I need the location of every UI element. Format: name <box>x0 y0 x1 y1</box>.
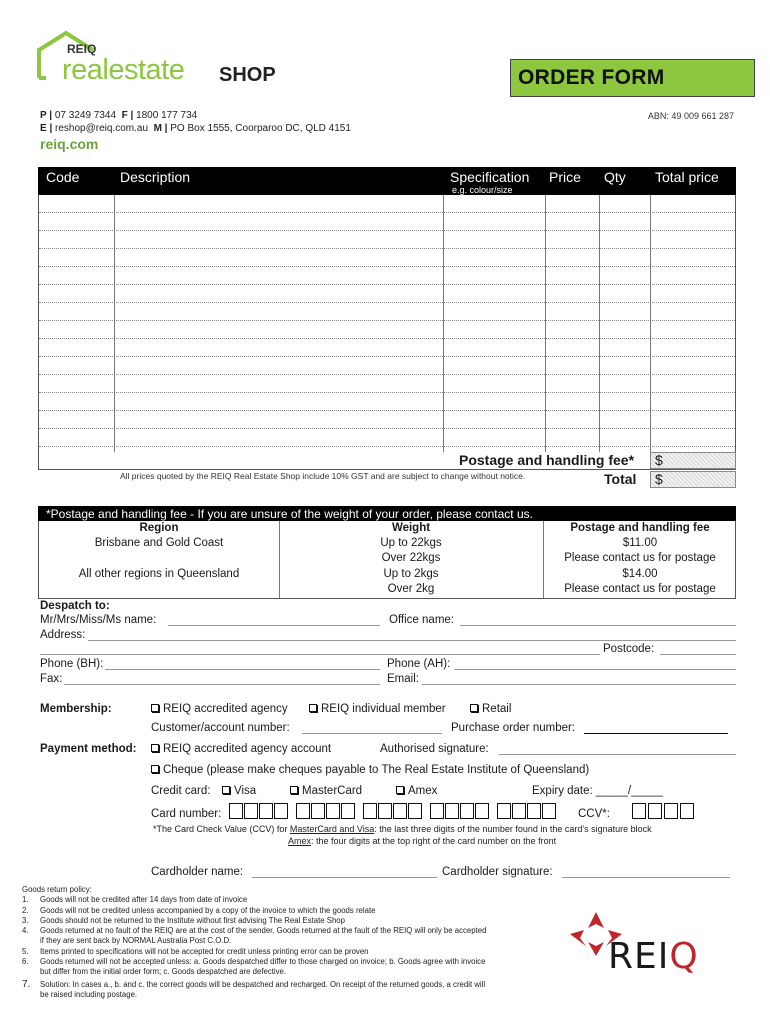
customer-number-field[interactable] <box>302 733 442 734</box>
payment-account-option[interactable]: REIQ accredited agency account <box>151 743 331 755</box>
checkbox-icon[interactable] <box>470 704 478 712</box>
fee-cell: Please contact us for postage <box>564 552 716 564</box>
expiry-date-field[interactable]: Expiry date: _____/_____ <box>532 785 664 797</box>
checkbox-icon[interactable] <box>151 744 159 752</box>
ccv-label: CCV*: <box>578 808 610 820</box>
col-total: Total price <box>655 169 719 185</box>
list-item: 3. Goods should not be returned to the Institute without first advising The Real Estate Shop <box>22 915 345 925</box>
office-label: Office name: <box>389 614 454 626</box>
region-column <box>39 521 279 599</box>
postcode-label: Postcode: <box>603 643 655 655</box>
postage-heading: *Postage and handling fee - If you are unsure of the weight of your order, please contact us. <box>46 507 533 521</box>
postcode-field[interactable] <box>660 654 736 655</box>
table-row[interactable] <box>39 375 735 393</box>
order-table-header <box>38 167 736 195</box>
phone-bh-field[interactable] <box>105 669 380 670</box>
checkbox-icon[interactable] <box>290 786 298 794</box>
table-row[interactable] <box>39 249 735 267</box>
table-row[interactable] <box>39 303 735 321</box>
name-field[interactable] <box>168 625 380 626</box>
region-cell: All other regions in Queensland <box>78 568 240 580</box>
abn-number: ABN: 49 009 661 287 <box>647 111 734 121</box>
ccv-note: *The Card Check Value (CCV) for MasterCard and Visa: the last three digits of the number found in the card's signature block <box>153 824 652 834</box>
membership-agency-option[interactable]: REIQ accredited agency <box>151 703 288 715</box>
checkbox-icon[interactable] <box>151 765 159 773</box>
checkbox-icon[interactable] <box>309 704 317 712</box>
checkbox-icon[interactable] <box>151 704 159 712</box>
despatch-heading: Despatch to: <box>40 600 110 612</box>
returns-policy <box>22 885 492 1000</box>
card-mastercard-option[interactable]: MasterCard <box>290 785 362 797</box>
card-number-field[interactable] <box>229 803 569 821</box>
ccv-note-amex: Amex: the four digits at the top right of the card number on the front <box>288 836 557 846</box>
ccv-field[interactable] <box>632 803 696 821</box>
weight-cell: Up to 2kgs <box>383 568 439 580</box>
table-row[interactable] <box>39 285 735 303</box>
contact-line-1: P | 07 3249 7344 F | 1800 177 734 <box>40 110 198 121</box>
card-amex-option[interactable]: Amex <box>396 785 437 797</box>
address-field[interactable] <box>88 640 736 641</box>
list-item: 6. Goods returned will not be accepted unless: a. Goods despatched differ to those charged on invoice; b. Goods agree with invoice but differ from the initial order form; c. Goods despatched are defective. <box>22 957 486 977</box>
table-row[interactable] <box>39 213 735 231</box>
cardholder-signature-label: Cardholder signature: <box>442 866 553 878</box>
table-row[interactable] <box>39 231 735 249</box>
col-divider <box>443 195 444 452</box>
col-divider <box>114 195 115 452</box>
postage-table <box>38 521 736 599</box>
col-specification: Specification <box>450 169 530 185</box>
po-number-label: Purchase order number: <box>451 722 576 734</box>
weight-cell: Up to 22kgs <box>380 537 442 549</box>
weight-cell: Over 2kg <box>387 583 435 595</box>
name-label: Mr/Mrs/Miss/Ms name: <box>40 614 157 626</box>
table-row[interactable] <box>39 195 735 213</box>
fax-field[interactable] <box>64 684 380 685</box>
col-divider <box>650 195 651 452</box>
mail-address: PO Box 1555, Coorparoo DC, QLD 4151 <box>170 123 351 134</box>
total-label: Total <box>604 471 637 487</box>
auth-signature-label: Authorised signature: <box>380 743 489 755</box>
cardholder-name-field[interactable] <box>252 877 437 878</box>
office-field[interactable] <box>460 625 736 626</box>
payment-label: Payment method: <box>40 743 137 755</box>
phone-bh-label: Phone (BH): <box>40 658 104 670</box>
fax-number: 1800 177 734 <box>136 110 198 121</box>
col-price: Price <box>549 169 581 185</box>
total-currency: $ <box>655 471 663 487</box>
logo-reiq-small: REIQ <box>67 42 97 56</box>
customer-number-label: Customer/account number: <box>151 722 290 734</box>
phone-ah-label: Phone (AH): <box>387 658 451 670</box>
membership-label: Membership: <box>40 703 112 715</box>
fax-label: Fax: <box>40 673 63 685</box>
gst-note: All prices quoted by the REIQ Real Estate Shop include 10% GST and are subject to change without notice. <box>120 471 526 481</box>
list-item: 2. Goods will not be credited unless accompanied by a copy of the invoice to which the goods relate <box>22 905 376 915</box>
order-table-body <box>38 195 736 470</box>
fee-column <box>543 521 737 599</box>
table-row[interactable] <box>39 357 735 375</box>
membership-retail-option[interactable]: Retail <box>470 703 511 715</box>
cardholder-signature-field[interactable] <box>562 877 730 878</box>
col-fee: Postage and handling fee <box>570 522 710 534</box>
contact-line-2: E | reshop@reiq.com.au M | PO Box 1555, Coorparoo DC, QLD 4151 <box>40 123 351 134</box>
col-code: Code <box>46 169 80 185</box>
address-label: Address: <box>40 629 86 641</box>
col-region: Region <box>139 522 179 534</box>
address-field-2[interactable] <box>40 654 600 655</box>
table-row[interactable] <box>39 267 735 285</box>
col-divider <box>599 195 600 452</box>
reiq-logo-text: REIQ <box>608 936 699 977</box>
logo-realestate: realestate <box>62 54 185 86</box>
list-item: 5. Items printed to specifications will not be accepted for credit unless printing error can be proven <box>22 946 369 956</box>
card-visa-option[interactable]: Visa <box>222 785 256 797</box>
page-title: ORDER FORM <box>518 66 665 89</box>
phone-ah-field[interactable] <box>454 669 736 670</box>
col-divider <box>545 195 546 452</box>
list-item: 1. Goods will not be credited after 14 days from date of invoice <box>22 895 248 905</box>
fee-cell: $14.00 <box>622 568 658 580</box>
membership-individual-option[interactable]: REIQ individual member <box>309 703 446 715</box>
table-row[interactable] <box>39 429 735 447</box>
checkbox-icon[interactable] <box>222 786 230 794</box>
logo-shop: SHOP <box>219 64 276 86</box>
postage-fee-label: Postage and handling fee* <box>459 452 635 468</box>
weight-column <box>279 521 543 599</box>
col-qty: Qty <box>604 169 626 185</box>
list-item: 7. Solution: In cases a., b. and c. the correct goods will be despatched and recharged. On receipt of the returned goods, a credit will be raised including postage. <box>22 978 486 999</box>
postage-currency: $ <box>655 452 663 468</box>
table-row[interactable] <box>39 411 735 429</box>
fee-cell: Please contact us for postage <box>564 583 716 595</box>
col-description: Description <box>120 169 191 185</box>
credit-card-label: Credit card: <box>151 785 211 797</box>
region-cell: Brisbane and Gold Coast <box>94 537 224 549</box>
returns-heading: Goods return policy: <box>22 885 92 894</box>
email-address: reshop@reiq.com.au <box>55 123 149 134</box>
po-number-field[interactable] <box>584 733 728 734</box>
col-weight: Weight <box>391 522 431 534</box>
payment-cheque-option[interactable]: Cheque (please make cheques payable to The Real Estate Institute of Queensland) <box>151 764 589 776</box>
website-link[interactable]: reiq.com <box>40 136 99 152</box>
table-row[interactable] <box>39 339 735 357</box>
weight-cell: Over 22kgs <box>381 552 441 564</box>
card-number-label: Card number: <box>151 808 222 820</box>
email-label: Email: <box>387 673 419 685</box>
cardholder-name-label: Cardholder name: <box>151 866 244 878</box>
col-spec-hint: e.g. colour/size <box>452 185 513 195</box>
checkbox-icon[interactable] <box>396 786 404 794</box>
phone-number: 07 3249 7344 <box>54 110 117 121</box>
list-item: 4. Goods returned at no fault of the REIQ are at the cost of the sender. Goods returned at the fault of the REIQ will only be accepted if they are sent back by NORMAL Australia Post C.O.D. <box>22 926 487 946</box>
auth-signature-field[interactable] <box>499 754 736 755</box>
email-field[interactable] <box>422 684 736 685</box>
table-row[interactable] <box>39 321 735 339</box>
fee-cell: $11.00 <box>622 537 658 549</box>
table-row[interactable] <box>39 393 735 411</box>
